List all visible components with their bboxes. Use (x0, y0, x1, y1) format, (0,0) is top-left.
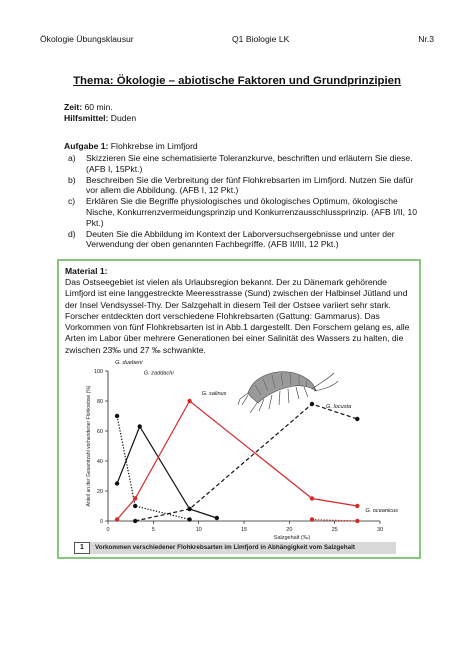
task-item (64, 196, 424, 228)
series-label: G. zaddachi (143, 370, 174, 377)
task-text: Erklären Sie die Begriffe physiologisches und ökologisches Optimum, ökologische Nische, Konkurrenzvermeidungsprinzip und Konkurrenzausschlussprinzip. (AFB I/II, 10 Pkt.) (86, 196, 418, 228)
x-axis-label: Salzgehalt (‰) (273, 535, 311, 541)
data-point (355, 519, 359, 523)
task-text: Skizzieren Sie eine schematisierte Toleranzkurve, beschriften und erläutern Sie diese. (AFB I, 15Pkt.) (86, 153, 413, 174)
data-point (215, 516, 219, 520)
data-point (187, 517, 191, 521)
y-axis-label: Anteil an der Gesamtzahl vorhandener Flohkrebse (%) (86, 385, 92, 507)
task-letter: c) (68, 196, 76, 207)
task-letter: d) (68, 228, 76, 239)
page-header (40, 34, 434, 46)
data-point (138, 424, 142, 428)
series-label: G. locusta (326, 404, 352, 410)
task-list (64, 153, 424, 250)
data-point (355, 504, 359, 508)
line-chart (62, 360, 414, 541)
y-tick-label: 60 (96, 429, 103, 435)
data-point (310, 402, 314, 406)
aids-label: Hilfsmittel: (64, 113, 109, 123)
series-line (117, 401, 357, 520)
data-point (115, 517, 119, 521)
x-tick-label: 5 (151, 527, 155, 533)
data-point (187, 399, 191, 403)
data-point (310, 517, 314, 521)
data-point (310, 496, 314, 500)
series-line (117, 416, 190, 520)
data-point (133, 504, 137, 508)
data-point (115, 481, 119, 485)
page-title: Thema: Ökologie – abiotische Faktoren und Grundprinzipien (73, 75, 401, 87)
x-tick-label: 10 (195, 527, 202, 533)
time-line (64, 102, 113, 113)
data-point (133, 519, 137, 523)
data-point (187, 507, 191, 511)
task-item (64, 229, 424, 251)
material-text: Das Ostseegebiet ist vielen als Urlaubsregion bekannt. Der zu Dänemark gehörende Limfjord ist eine langgestreckte Meeresstrasse (Sund) zwischen der Halbinsel Jütland und der Insel Vendsyssel-Thy. Der Salzgehalt in diesem Teil der Ostsee variiert sehr stark. Forscher entdeckten dort verschiedene Flohkrebsarten (Gattung: Gammarus). Das Vorkommen von fünf Flohkrebsarten ist in Abb.1 dargestellt. Den Forschern gelang es, alle Arten im Labor über mehrere Generationen bei einer Salinität des Wassers zu halten, die zwischen 23‰ und 27 ‰ schwankte. (65, 277, 410, 355)
task-text: Beschreiben Sie die Verbreitung der fünf Flohkrebsarten im Limfjord. Nutzen Sie dafür vor allem die Abbildung. (AFB I, 12 Pkt.) (86, 174, 414, 196)
task-text: Deuten Sie die Abbildung im Kontext der Laborversuchsergebnisse und unter der Verwendung der oben genannten Fachbegriffe. (AFB II/III, 12 Pkt.) (86, 228, 395, 250)
task-heading (64, 141, 198, 151)
amphipod-illustration (238, 372, 338, 413)
x-tick-label: 0 (106, 527, 110, 533)
aids-line (64, 113, 136, 124)
task-label: Aufgabe 1: (64, 141, 109, 151)
task-item (64, 175, 424, 197)
y-tick-label: 20 (96, 489, 103, 495)
time-value: 60 min. (82, 102, 113, 112)
y-tick-label: 0 (99, 519, 103, 525)
task-letter: b) (68, 174, 76, 185)
x-tick-label: 20 (286, 527, 293, 533)
data-point (133, 496, 137, 500)
figure-number: 1 (74, 542, 90, 554)
header-class: Q1 Biologie LK (232, 34, 290, 44)
header-number: Nr.3 (418, 34, 434, 44)
task-item (64, 153, 424, 175)
time-label: Zeit: (64, 102, 83, 112)
x-tick-label: 30 (376, 527, 384, 533)
figure-caption: Vorkommen verschiedener Flohkrebsarten im Limfjord in Abhängigkeit vom Salzgehalt (95, 544, 355, 551)
y-tick-label: 100 (93, 369, 103, 375)
series-label: G. duebeni (115, 360, 143, 366)
aids-value: Duden (108, 113, 137, 123)
task-topic: Flohkrebse im Limfjord (108, 141, 198, 151)
series-line (135, 404, 357, 521)
series-label: G. oceanicus (365, 508, 398, 514)
series-label: G. salinus (201, 391, 227, 397)
figure (62, 360, 414, 557)
y-tick-label: 40 (96, 459, 103, 465)
task-letter: a) (68, 153, 76, 163)
x-tick-label: 25 (331, 527, 338, 533)
header-course: Ökologie Übungsklausur (40, 34, 134, 44)
y-tick-label: 80 (96, 399, 103, 405)
material-heading: Material 1: (65, 266, 108, 276)
material-box (57, 259, 421, 559)
x-tick-label: 15 (240, 527, 248, 533)
data-point (355, 417, 359, 421)
data-point (115, 414, 119, 418)
series-line (117, 427, 217, 519)
